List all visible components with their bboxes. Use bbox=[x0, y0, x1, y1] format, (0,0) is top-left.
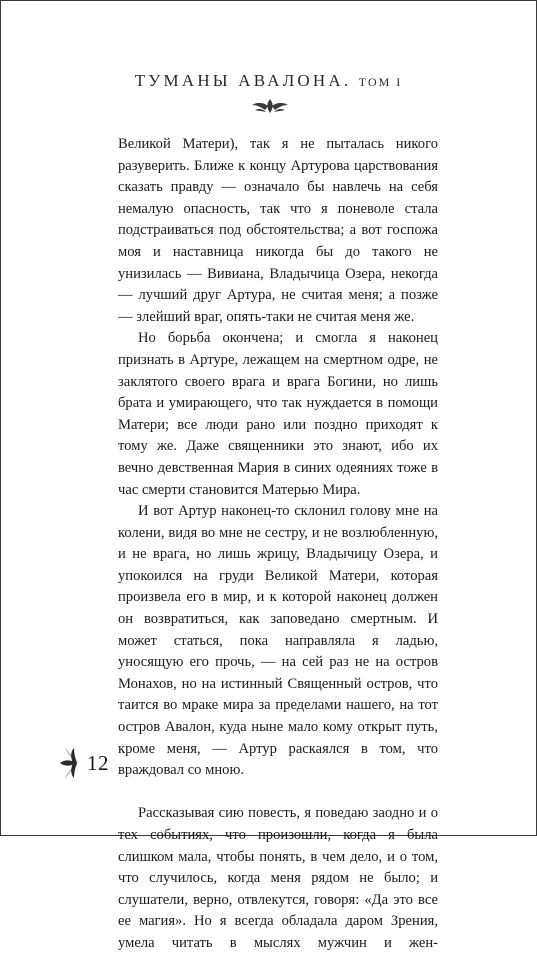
page-number: 12 bbox=[87, 750, 109, 775]
leaf-ornament-icon bbox=[59, 745, 81, 781]
paragraph: Великой Матери), так я не пыталась никого разуверить. Ближе к концу Артурова царствования сказать правду — означало бы навлечь на себя немалую опасность, так что я поневоле стала подстраиваться под обстоятельства; а вот госпожа моя и наставница никогда бы до такого не унизилась — Вивиана, Владычица Озера, некогда — лучший друг Артура, не считая меня; а позже — злейший враг, опять-таки не считая меня же. bbox=[118, 136, 438, 325]
paragraph: Рассказывая сию повесть, я поведаю заодно и о тех событиях, что произошли, когда я была слишком мала, чтобы понять, в чем дело, и о том, что случилось, когда меня рядом не было; и слушатели, верно, отвлекутся, говоря: «Да это все ее магия». Но я всегда обладала даром Зрения, умела читать в мыслях мужчин и жен- bbox=[118, 805, 438, 951]
book-title: ТУМАНЫ АВАЛОНА. bbox=[134, 71, 352, 90]
paragraph: Но борьба окончена; и смогла я наконец признать в Артуре, лежащем на смертном одре, не заклятого своего врага и врага Богини, но лишь брата и умирающего, что так нуждается в помощи Матери; все люди рано или поздно приходят к тому же. Даже священники это знают, ибо их вечно девственная Мария в синих одеяниях тоже в час смерти становится Матерью Мира. bbox=[118, 330, 438, 498]
body-text bbox=[118, 134, 438, 955]
volume-label: ТОМ I bbox=[358, 75, 403, 89]
paragraph: И вот Артур наконец-то склонил голову мне на колени, видя во мне не сестру, и не возлюбленную, и не врага, но лишь жрицу, Владычицу Озера, и упокоился на груди Великой Матери, которая произвела его в мир, и к которой наконец должен он возвратиться, как заповедано смертным. И может статься, пока направляла я ладью, уносящую его прочь, — на сей раз не на остров Монахов, но на истинный Священный остров, что таится во мраке мира за пределами нашего, на тот остров Авалон, куда ныне мало кому открыт путь, кроме меня, — Артур раскаялся в том, что враждовал со мною. bbox=[118, 503, 438, 779]
running-head bbox=[1, 71, 536, 91]
decorative-fleuron-icon bbox=[249, 97, 291, 115]
page-folio bbox=[59, 745, 109, 781]
